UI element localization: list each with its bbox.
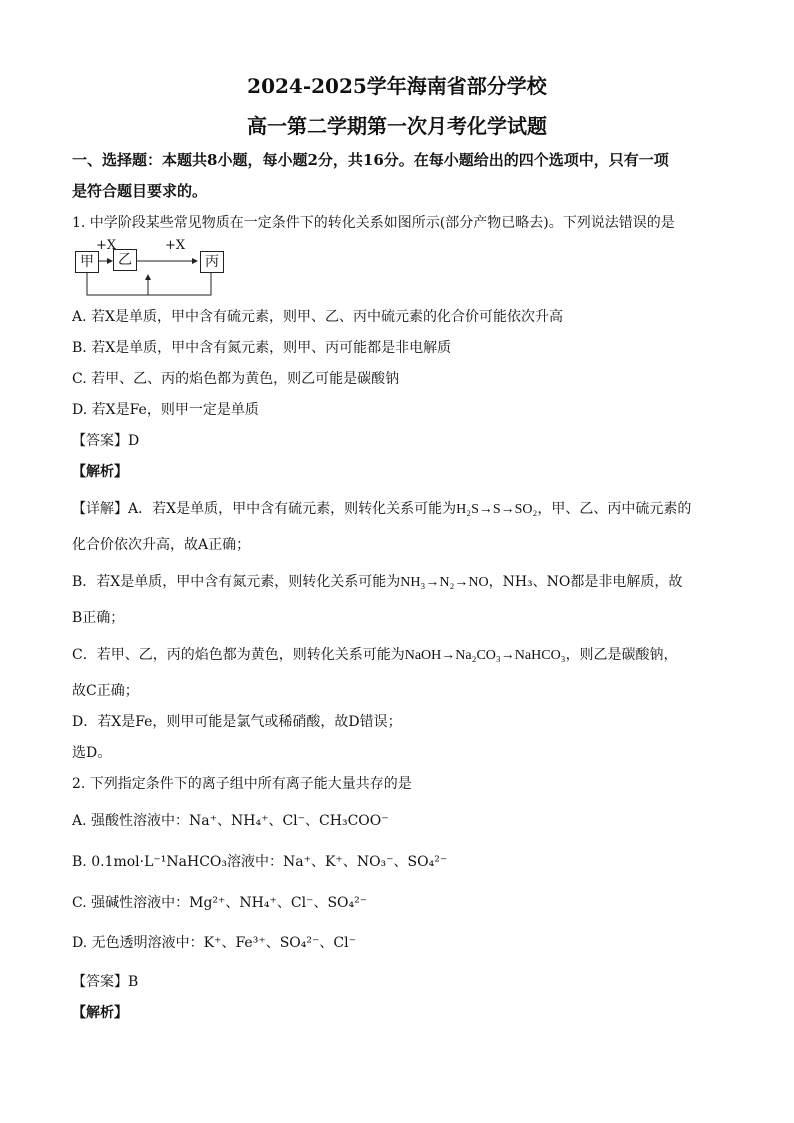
q1-detail-c-text-end: ，则乙是碳酸钠，	[565, 647, 678, 663]
q1-choose: 选D。	[72, 745, 112, 761]
box-bing: 丙	[200, 251, 224, 273]
q1-detail-b-line2: B正确；	[72, 610, 125, 626]
section-heading-line2: 是符合题目要求的。	[72, 182, 208, 200]
box-yi: 乙	[113, 249, 137, 271]
q1-detail-b-line1	[72, 572, 732, 593]
q1-detail-a-chem: H₂S→S→SO₂	[456, 502, 538, 517]
q1-detail-c-line1	[72, 645, 732, 666]
q1-detail-a-line1	[72, 499, 732, 520]
q1-detail-c-text: C．若甲、乙，丙的焰色都为黄色，则转化关系可能为	[72, 647, 405, 663]
box-jia: 甲	[75, 251, 99, 273]
q1-detail-d: D．若X是Fe，则甲可能是氯气或稀硝酸，故D错误；	[72, 714, 402, 730]
q1-analysis-label: 【解析】	[72, 464, 128, 480]
arrow-label-1: +X	[96, 238, 117, 253]
q1-detail-c-line2: 故C正确；	[72, 683, 139, 699]
q1-option-c: C. 若甲、乙、丙的焰色都为黄色，则乙可能是碳酸钠	[72, 371, 400, 387]
exam-title-line1: 2024-2025学年海南省部分学校	[247, 74, 547, 98]
q1-option-d: D. 若X是Fe，则甲一定是单质	[72, 402, 259, 418]
arrow-label-2: +X	[165, 238, 186, 253]
q1-detail-b-chem: NH₃→N₂→NO	[400, 575, 489, 590]
q1-option-b: B. 若X是单质，甲中含有氮元素，则甲、丙可能都是非电解质	[72, 340, 452, 356]
question-2-stem: 2. 下列指定条件下的离子组中所有离子能大量共存的是	[72, 776, 412, 792]
q1-detail-a-line2: 化合价依次升高，故A正确；	[72, 537, 251, 553]
q2-analysis-label: 【解析】	[72, 1005, 128, 1021]
q1-detail-a-text: 【详解】A．若X是单质，甲中含有硫元素，则转化关系可能为	[72, 501, 457, 517]
feedback-line	[87, 272, 211, 295]
q1-option-a: A. 若X是单质，甲中含有硫元素，则甲、乙、丙中硫元素的化合价可能依次升高	[72, 309, 563, 325]
q1-detail-a-text-end: ，甲、乙、丙中硫元素的	[537, 501, 692, 517]
q2-option-a: A. 强酸性溶液中：Na⁺、NH₄⁺、Cl⁻、CH₃COO⁻	[72, 813, 389, 829]
transformation-diagram	[72, 238, 232, 299]
section-heading-line1: 一、选择题：本题共8小题，每小题2分，共16分。在每小题给出的四个选项中，只有一项	[72, 151, 669, 169]
q1-detail-b-text: B．若X是单质，甲中含有氮元素，则转化关系可能为	[72, 574, 401, 590]
q2-answer: 【答案】B	[72, 974, 139, 990]
q2-option-d: D. 无色透明溶液中：K⁺、Fe³⁺、SO₄²⁻、Cl⁻	[72, 935, 356, 951]
q1-detail-b-text-end: ，NH₃、NO都是非电解质，故	[488, 574, 683, 590]
question-1-stem: 1. 中学阶段某些常见物质在一定条件下的转化关系如图所示(部分产物已略去)。下列说法错误的是	[72, 215, 675, 231]
q1-detail-c-chem: NaOH→Na₂CO₃→NaHCO₃	[404, 648, 566, 663]
q1-answer: 【答案】D	[72, 433, 140, 449]
q2-option-b: B. 0.1mol·L⁻¹NaHCO₃溶液中：Na⁺、K⁺、NO₃⁻、SO₄²⁻	[72, 854, 448, 870]
exam-title-line2: 高一第二学期第一次月考化学试题	[247, 114, 547, 138]
q2-option-c: C. 强碱性溶液中：Mg²⁺、NH₄⁺、Cl⁻、SO₄²⁻	[72, 895, 368, 911]
